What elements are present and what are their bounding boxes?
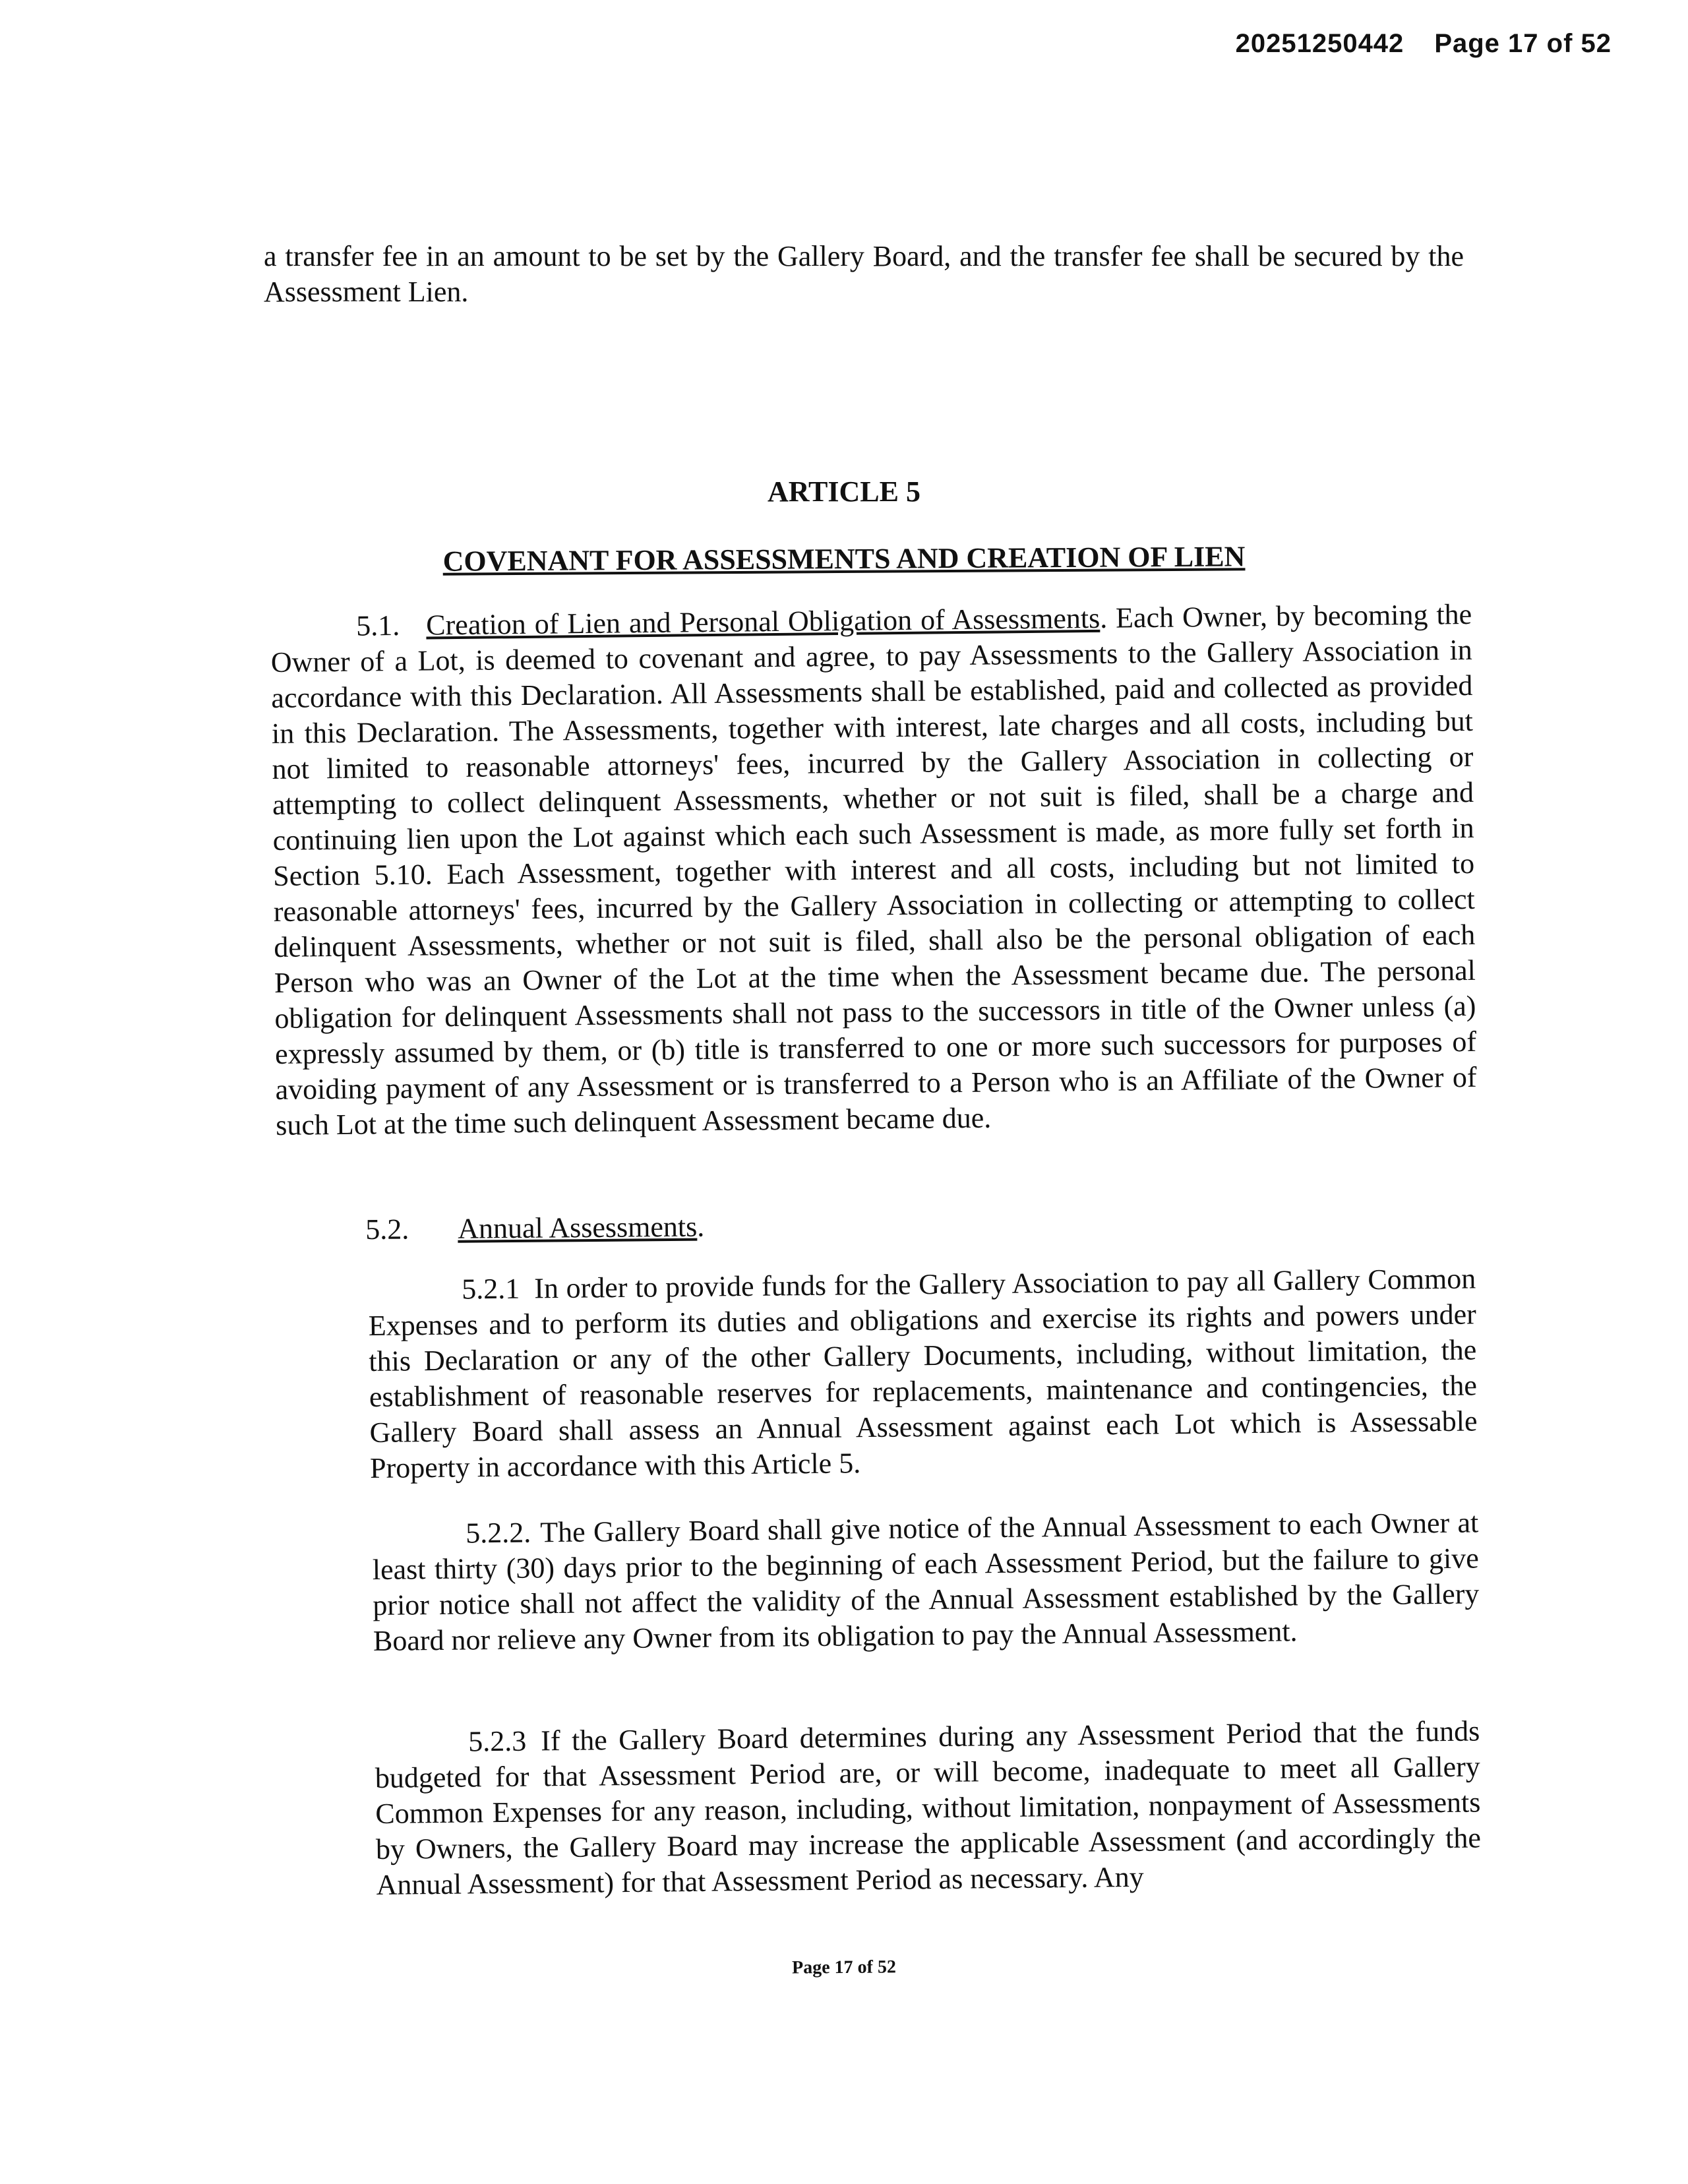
section-heading-end: . xyxy=(696,1210,705,1243)
continuation-paragraph: a transfer fee in an amount to be set by the Gallery Board, and the transfer fee shall be secured by the Assessment Lien. xyxy=(264,240,1464,308)
section-body: . Each Owner, by becoming the Owner of a Lot, is deemed to covenant and agree, to pay Assessments to the Gallery Association in accordance with this Declaration. All Assessments shall be established, paid and collected as provided in this Declaration. The Assessments, together with interest, late charges and all costs, including but not limited to reasonable attorneys' fees, incurred by the Gallery Association in collecting or attempting to collect delinquent Assessments, whether or not suit is filed, shall be a charge and continuing lien upon the Lot against which each such Assessment is made, as more fully set forth in Section 5.10. Each Assessment, together with interest and all costs, including but not limited to reasonable attorneys' fees, incurred by the Gallery Association in collecting or attempting to collect delinquent Assessments, whether or not suit is filed, shall also be the personal obligation of each Person who was an Owner of the Lot at the time when the Assessment became due. The personal obligation for delinquent Assessments shall not pass to the successors in title of the Owner unless (a) expressly assumed by them, or (b) title is transferred to one or more such successors for purposes of avoiding payment of any Assessment or is transferred to a Person who is an Affiliate of the Owner of such Lot at the time such delinquent Assessment became due. xyxy=(270,597,1477,1141)
document-number: 20251250442 xyxy=(1235,29,1404,58)
subsection-5-2-3 xyxy=(375,1713,1482,1903)
subsection-number: 5.2.2. xyxy=(466,1516,531,1550)
section-5-2-heading xyxy=(365,1209,704,1248)
section-number: 5.2. xyxy=(365,1213,409,1246)
section-heading: Annual Assessments xyxy=(458,1210,698,1245)
subsection-number: 5.2.3 xyxy=(468,1724,527,1758)
article-number: ARTICLE 5 xyxy=(768,475,920,508)
recording-stamp xyxy=(1236,29,1612,59)
subsection-5-2-1 xyxy=(368,1261,1478,1486)
subsection-body: The Gallery Board shall give notice of the Annual Assessment to each Owner at least thirty (30) days prior to the beginning of each Assessment Period, but the failure to give prior notice shall not affect the validity of the Annual Assessment established by the Gallery Board nor relieve any Owner from its obligation to pay the Annual Assessment. xyxy=(372,1506,1480,1657)
section-number: 5.1. xyxy=(356,609,400,642)
subsection-body: In order to provide funds for the Gallery Association to pay all Gallery Common Expenses and to perform its duties and obligations and exercise its rights and powers under this Declaration or any of the other Gallery Documents, including, without limitation, the establishment of reasonable reserves for replacements, maintenance and contingencies, the Gallery Board shall assess an Annual Assessment against each Lot which is Assessable Property in accordance with this Article 5. xyxy=(368,1262,1478,1484)
header-page-label: Page 17 of 52 xyxy=(1434,29,1612,58)
article-title: COVENANT FOR ASSESSMENTS AND CREATION OF LIEN xyxy=(442,540,1246,578)
subsection-number: 5.2.1 xyxy=(462,1272,520,1306)
section-5-1 xyxy=(270,597,1477,1143)
footer-page-number: Page 17 of 52 xyxy=(791,1957,897,1978)
section-heading: Creation of Lien and Personal Obligation of Assessments xyxy=(426,601,1100,642)
subsection-body: If the Gallery Board determines during any Assessment Period that the funds budgeted for that Assessment Period are, or will become, inadequate to meet all Gallery Common Expenses for any reason, including, without limitation, nonpayment of Assessments by Owners, the Gallery Board may increase the applicable Assessment (and accordingly the Annual Assessment) for that Assessment Period as necessary. Any xyxy=(375,1714,1482,1901)
subsection-5-2-2 xyxy=(372,1505,1480,1659)
